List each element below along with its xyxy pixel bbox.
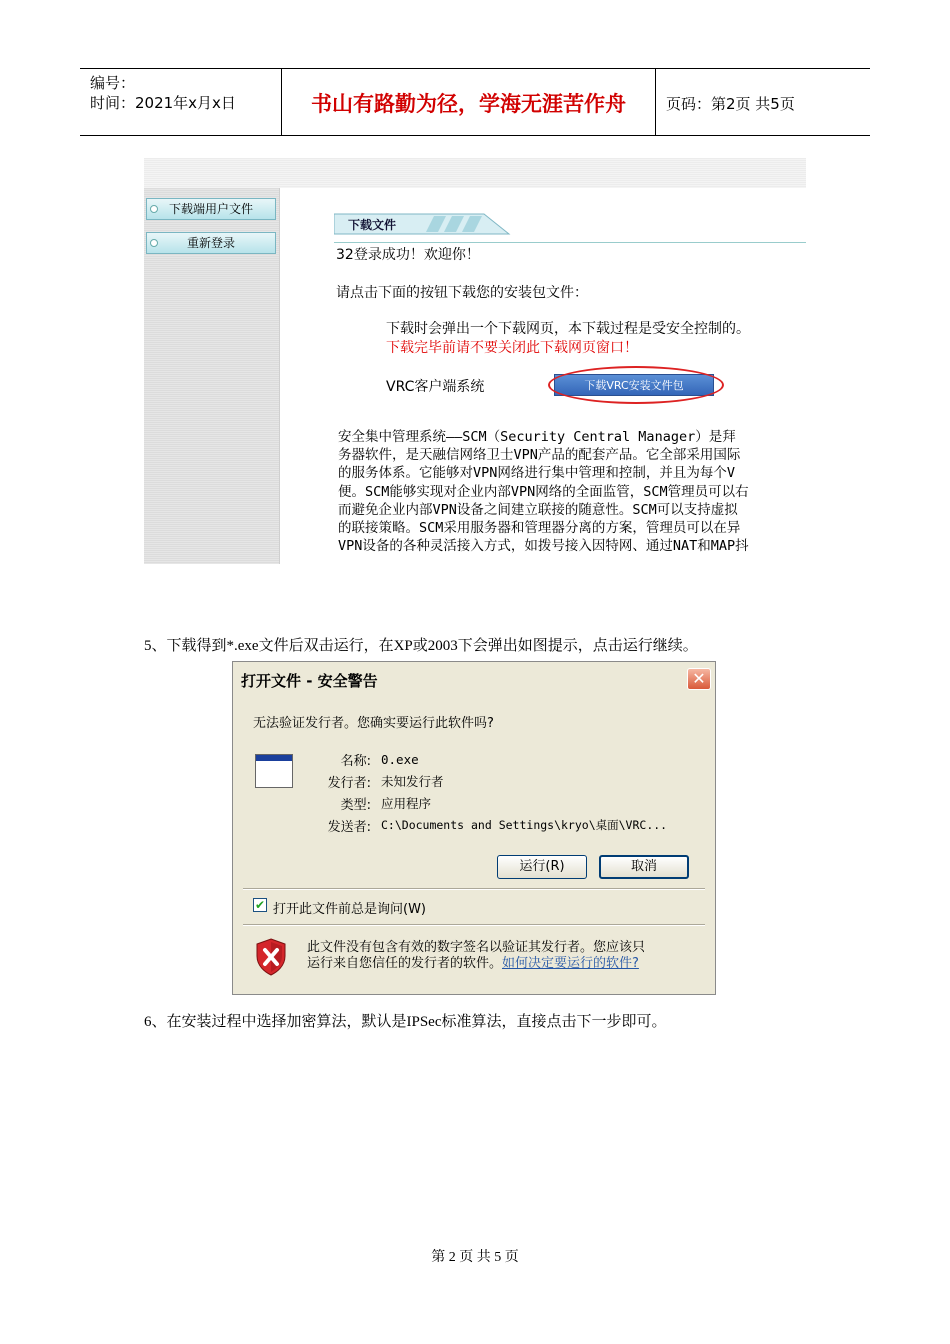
name-label: 名称: bbox=[340, 754, 371, 769]
sidebar-item-download-user-file[interactable] bbox=[146, 198, 276, 220]
description-line: 便。SCM能够实现对企业内部VPN网络的全面监管，SCM管理员可以右 bbox=[338, 483, 749, 500]
security-warning-dialog bbox=[232, 661, 716, 995]
sidebar bbox=[144, 188, 280, 564]
publisher-label: 发行者: bbox=[327, 776, 371, 791]
tab-label: 下载文件 bbox=[348, 218, 397, 232]
dialog-question: 无法验证发行者。您确实要运行此软件吗? bbox=[253, 716, 494, 731]
name-value: 0.exe bbox=[381, 752, 419, 767]
from-label: 发送者: bbox=[327, 820, 371, 835]
always-ask-checkbox[interactable]: ✔ bbox=[254, 898, 266, 912]
date-label: 时间：2021年x月x日 bbox=[90, 94, 236, 112]
description-line: 的联接策略。SCM采用服务器和管理器分离的方案，管理员可以在异 bbox=[338, 520, 741, 537]
how-to-decide-link[interactable]: 如何决定要运行的软件? bbox=[502, 956, 639, 971]
welcome-text: 32登录成功！欢迎你！ bbox=[336, 247, 480, 263]
warning-line: 此文件没有包含有效的数字签名以验证其发行者。您应该只 bbox=[307, 940, 646, 955]
run-button[interactable]: 运行(R) bbox=[497, 855, 587, 879]
signature-warning bbox=[307, 940, 645, 972]
step-6-text: 6、在安装过程中选择加密算法，默认是IPSec标准算法，直接点击下一步即可。 bbox=[144, 1014, 667, 1030]
step-5-text: 5、下载得到*.exe文件后双击运行，在XP或2003下会弹出如图提示，点击运行继续。 bbox=[144, 638, 698, 654]
close-icon[interactable]: ✕ bbox=[687, 668, 711, 690]
document-header bbox=[80, 68, 870, 136]
highlight-ellipse bbox=[548, 366, 724, 404]
sidebar-item-label: 下载端用户文件 bbox=[168, 202, 253, 216]
header-meta-cell bbox=[80, 69, 282, 135]
sidebar-item-label: 重新登录 bbox=[186, 236, 235, 250]
divider bbox=[243, 888, 705, 890]
description-line: 而避免企业内部VPN设备之间建立联接的随意性。SCM可以支持虚拟 bbox=[338, 501, 738, 518]
top-band bbox=[144, 158, 806, 188]
header-motto: 书山有路勤为径，学海无涯苦作舟 bbox=[282, 69, 656, 135]
type-label: 类型: bbox=[340, 798, 371, 813]
sidebar-item-relogin[interactable] bbox=[146, 232, 276, 254]
description-line: 安全集中管理系统——SCM（Security Central Manager）是拜 bbox=[338, 429, 736, 445]
application-icon bbox=[255, 754, 293, 788]
download-page-screenshot bbox=[144, 158, 806, 564]
tab-download-file[interactable] bbox=[334, 206, 534, 236]
description-line: 的服务体系。它能够对VPN网络进行集中管理和控制，并且为每个V bbox=[338, 465, 736, 482]
type-value: 应用程序 bbox=[381, 796, 432, 811]
header-page-info: 页码：第2页 共5页 bbox=[666, 95, 795, 113]
always-ask-label: 打开此文件前总是询问(W) bbox=[273, 902, 426, 917]
page-footer: 第 2 页 共 5 页 bbox=[431, 1250, 519, 1265]
serial-label: 编号： bbox=[90, 74, 136, 92]
divider bbox=[243, 924, 705, 926]
warning-line: 运行来自您信任的发行者的软件。 bbox=[307, 956, 503, 971]
publisher-value: 未知发行者 bbox=[381, 774, 444, 789]
instruction-text: 请点击下面的按钮下载您的安装包文件： bbox=[336, 285, 588, 301]
client-label: VRC客户端系统 bbox=[386, 379, 485, 395]
download-vrc-button[interactable]: 下载VRC安装文件包 bbox=[554, 374, 714, 396]
description-line: VPN设备的各种灵活接入方式，如拨号接入因特网、通过NAT和MAP抖 bbox=[338, 538, 749, 555]
from-value: C:\Documents and Settings\kryo\桌面\VRC... bbox=[381, 818, 668, 832]
cancel-button[interactable]: 取消 bbox=[599, 855, 689, 879]
dialog-title: 打开文件 - 安全警告 bbox=[233, 662, 715, 696]
app-titlebar bbox=[256, 755, 292, 761]
description-line: 务器软件，是天融信网络卫士VPN产品的配套产品。它全部采用国际 bbox=[338, 447, 741, 464]
download-warning: 下载完毕前请不要关闭此下载网页窗口！ bbox=[386, 340, 638, 356]
tab-underline bbox=[334, 242, 806, 243]
download-note: 下载时会弹出一个下载网页，本下载过程是受安全控制的。 bbox=[386, 321, 750, 337]
scm-description bbox=[338, 428, 806, 555]
shield-warning-icon bbox=[255, 938, 287, 976]
